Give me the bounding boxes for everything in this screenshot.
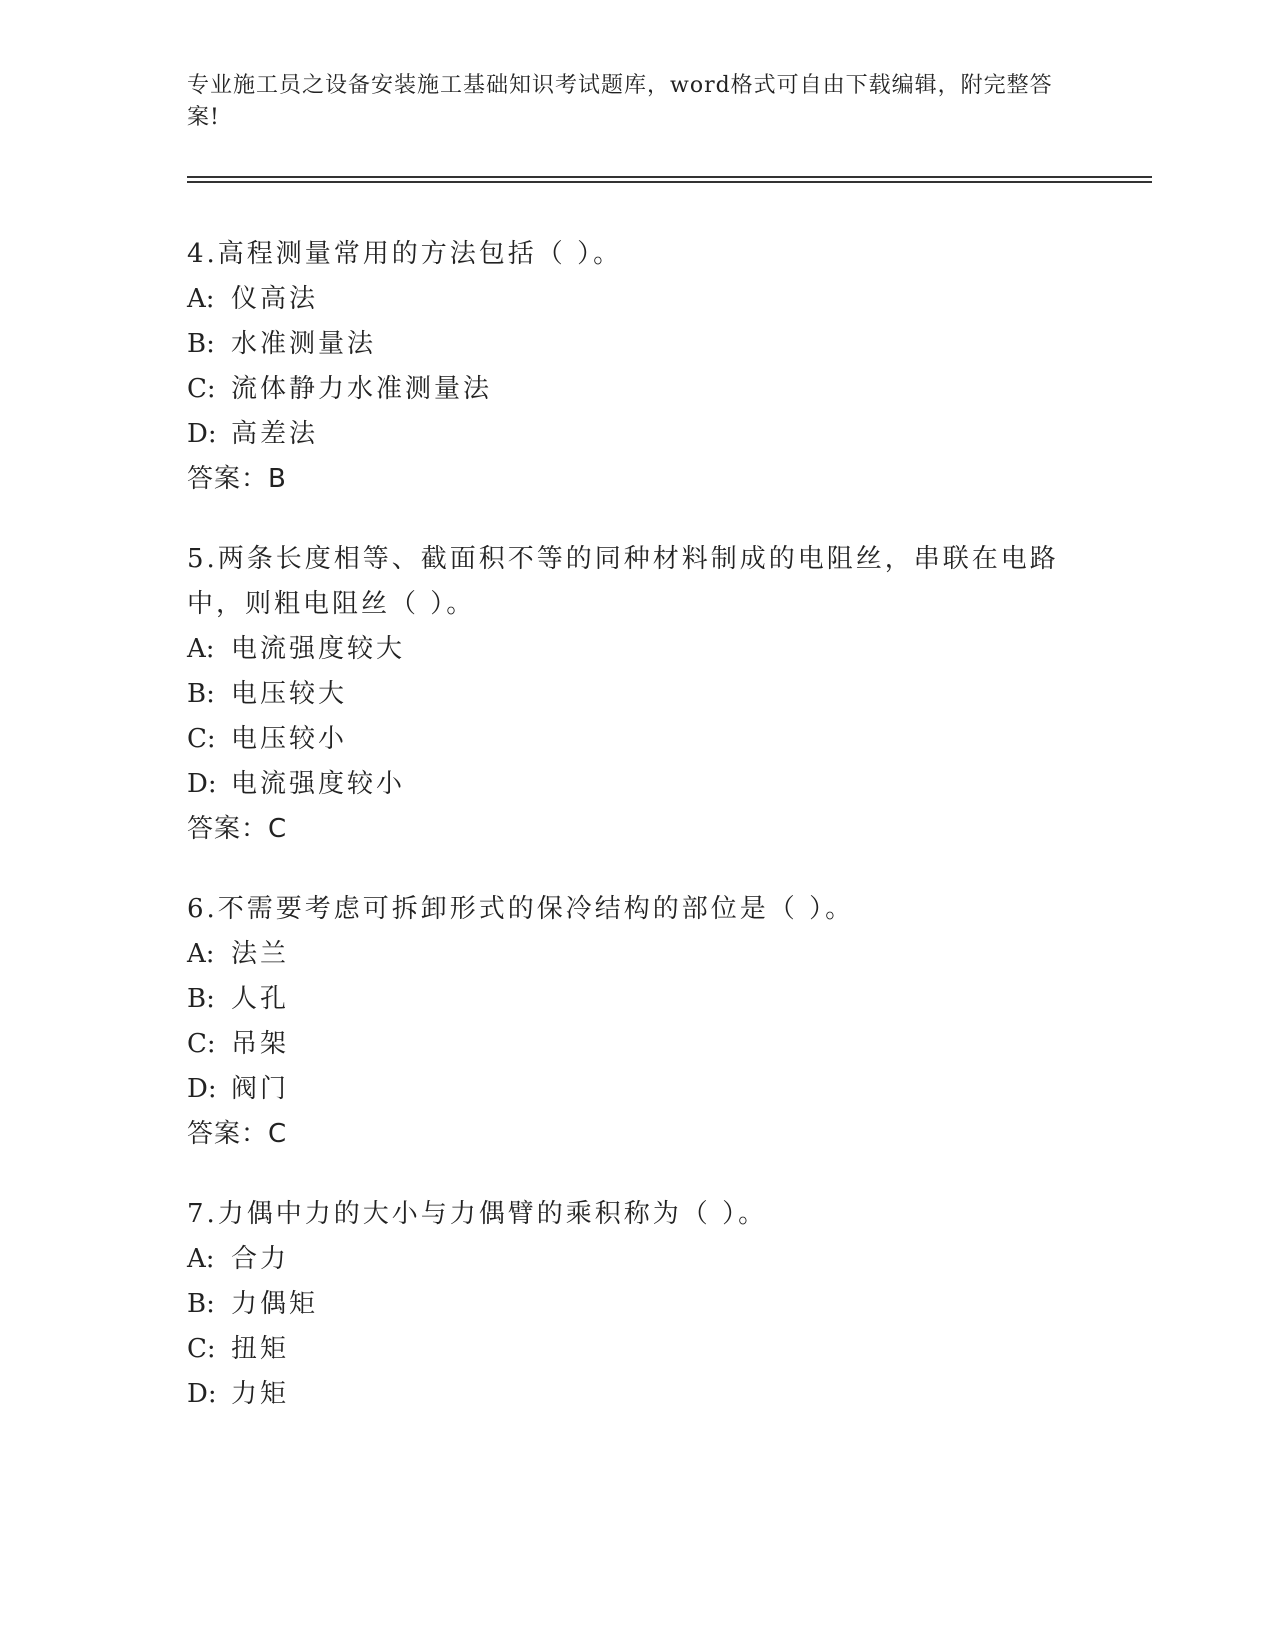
option-d (187, 1067, 1087, 1112)
question-5 (187, 537, 1087, 852)
option-letter: A: (187, 634, 215, 664)
option-text: 法兰 (231, 939, 290, 969)
answer-line: 答案：B (187, 464, 287, 494)
option-b (187, 977, 1087, 1022)
option-d (187, 1372, 1087, 1417)
option-text: 合力 (231, 1244, 290, 1274)
question-6 (187, 887, 1087, 1157)
option-b (187, 322, 1087, 367)
option-letter: A: (187, 1244, 215, 1274)
header-divider-bottom (187, 181, 1152, 183)
question-list (187, 232, 1087, 1452)
option-a (187, 1237, 1087, 1282)
option-letter: D: (187, 769, 217, 799)
answer-line: 答案：C (187, 814, 288, 844)
option-text: 电压较大 (231, 679, 348, 709)
option-letter: B: (187, 679, 215, 709)
option-c (187, 717, 1087, 762)
option-text: 阀门 (231, 1074, 290, 1104)
option-letter: C: (187, 374, 216, 404)
option-letter: D: (187, 419, 217, 449)
option-text: 电压较小 (231, 724, 348, 754)
option-text: 高差法 (231, 419, 319, 449)
option-a (187, 932, 1087, 977)
option-letter: B: (187, 984, 215, 1014)
option-letter: B: (187, 1289, 215, 1319)
option-text: 电流强度较大 (231, 634, 406, 664)
option-c (187, 1327, 1087, 1372)
question-7 (187, 1192, 1087, 1417)
option-d (187, 762, 1087, 807)
question-stem: 7.力偶中力的大小与力偶臂的乘积称为（ ）。 (187, 1199, 768, 1229)
option-letter: A: (187, 284, 215, 314)
option-a (187, 627, 1087, 672)
option-text: 水准测量法 (231, 329, 377, 359)
option-text: 扭矩 (231, 1334, 290, 1364)
option-a (187, 277, 1087, 322)
option-text: 电流强度较小 (231, 769, 406, 799)
option-text: 力矩 (231, 1379, 290, 1409)
option-letter: C: (187, 1334, 216, 1364)
question-4 (187, 232, 1087, 502)
option-text: 吊架 (231, 1029, 290, 1059)
option-b (187, 672, 1087, 717)
option-letter: C: (187, 724, 216, 754)
document-header: 专业施工员之设备安装施工基础知识考试题库，word格式可自由下载编辑，附完整答案! (187, 73, 1053, 130)
option-letter: C: (187, 1029, 216, 1059)
header-divider-top (187, 176, 1152, 178)
option-d (187, 412, 1087, 457)
option-letter: A: (187, 939, 215, 969)
option-letter: D: (187, 1074, 217, 1104)
question-stem: 6.不需要考虑可拆卸形式的保冷结构的部位是（ ）。 (187, 894, 855, 924)
option-c (187, 367, 1087, 412)
question-stem: 5.两条长度相等、截面积不等的同种材料制成的电阻丝，串联在电路中，则粗电阻丝（ ）。 (187, 544, 1059, 619)
option-text: 流体静力水准测量法 (231, 374, 493, 404)
option-text: 人孔 (231, 984, 290, 1014)
option-text: 力偶矩 (231, 1289, 319, 1319)
option-letter: B: (187, 329, 215, 359)
answer-line: 答案：C (187, 1119, 288, 1149)
option-letter: D: (187, 1379, 217, 1409)
option-c (187, 1022, 1087, 1067)
option-text: 仪高法 (231, 284, 319, 314)
question-stem: 4.高程测量常用的方法包括（ ）。 (187, 239, 623, 269)
option-b (187, 1282, 1087, 1327)
